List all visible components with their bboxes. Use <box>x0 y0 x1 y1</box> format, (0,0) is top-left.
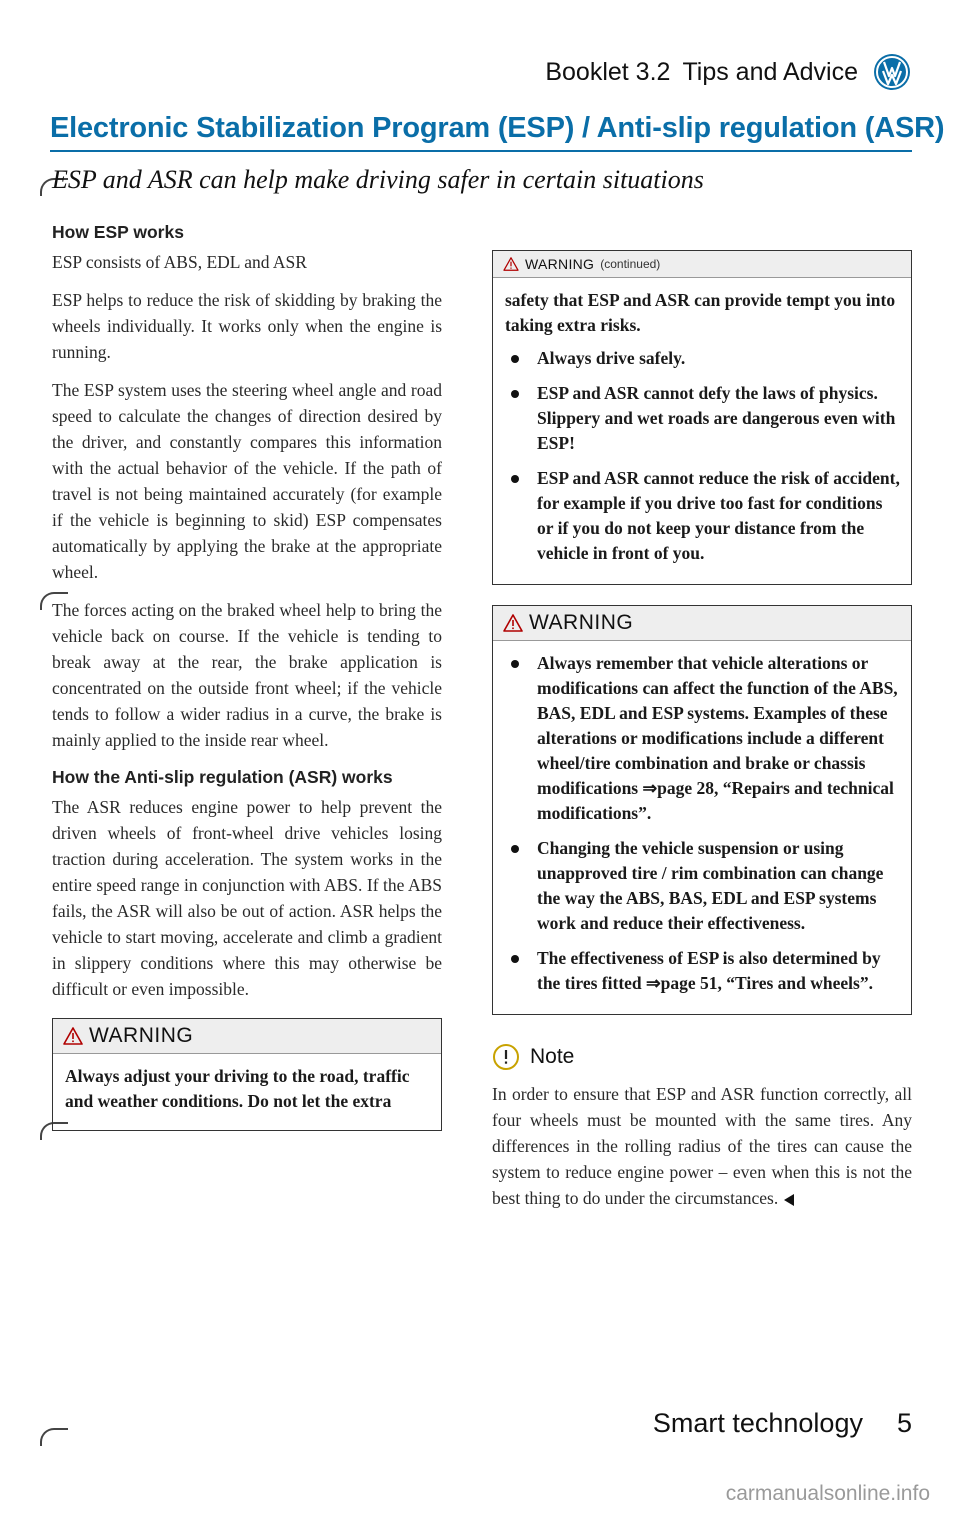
bullet-icon <box>511 475 519 483</box>
warning-list-item <box>505 946 901 996</box>
esp-paragraph-3: The ESP system uses the steering wheel angle and road speed to calculate the changes of direction desired by the driver, and constantly compares this information with the actual behavior of the vehicle. If the path of travel is not being maintained accurately (for example if the vehicle is beginning to skid) ESP compensates automatically by applying the brake at the appropriate wheel. <box>52 380 442 582</box>
warning-box-right <box>492 605 912 1015</box>
esp-section-heading: How ESP works <box>52 222 184 242</box>
warning-header-continued <box>493 251 911 278</box>
crop-mark-icon <box>40 1428 68 1446</box>
chapter-name: Smart technology <box>652 1408 863 1438</box>
warning-header <box>53 1019 441 1054</box>
page-title: Electronic Stabilization Program (ESP) / Anti-slip regulation (ASR) <box>50 112 945 144</box>
right-column <box>492 250 912 1223</box>
bullet-icon <box>511 955 519 963</box>
warning-header <box>493 606 911 641</box>
section-name: Tips and Advice <box>682 57 858 86</box>
bullet-icon <box>511 390 519 398</box>
vw-logo-icon <box>872 52 912 92</box>
booklet-label <box>545 58 858 87</box>
warning-list-item <box>505 836 901 936</box>
warning-triangle-icon <box>503 614 523 632</box>
warning-label: WARNING <box>525 256 595 272</box>
warning-list-item <box>505 381 901 456</box>
warning-body <box>493 641 911 1014</box>
bullet-icon <box>511 355 519 363</box>
warning-box-continued <box>492 250 912 585</box>
warning-list-item <box>505 651 901 826</box>
warning-item-text: ESP and ASR cannot reduce the risk of accident, for example if you drive too fast for conditions or if you do not keep your distance from the vehicle in front of you. <box>537 468 900 563</box>
bullet-icon <box>511 660 519 668</box>
warning-box-left <box>52 1018 442 1131</box>
esp-paragraph-4: The forces acting on the braked wheel help to bring the vehicle back on course. If the vehicle is tending to break away at the rear, the brake application is concentrated on the outside front wheel; if the vehicle tends to follow a wider radius in a curve, the brake is mainly applied to the inside rear wheel. <box>52 600 442 750</box>
note-text <box>492 1081 912 1211</box>
warning-text: Always adjust your driving to the road, traffic and weather conditions. Do not let the extra <box>65 1066 410 1111</box>
note-body-text: In order to ensure that ESP and ASR function correctly, all four wheels must be mounted with the same tires. Any differences in the rolling radius of the tires can cause the system to reduce engine power – even when this is not the best thing to do under the circumstances. <box>492 1084 912 1208</box>
warning-continued-label: (continued) <box>600 257 661 271</box>
warning-item-text: Always remember that vehicle alterations or modifications can affect the function of the ABS, BAS, EDL and ESP systems. Examples of these alterations or modifications include a different wheel/tire combination and brake or chassis modifications ⇒page 28, “Repairs and technical modifications”. <box>537 653 898 823</box>
left-column <box>52 208 442 1131</box>
warning-item-text: Changing the vehicle suspension or using unapproved tire / rim combination can change the way the ABS, BAS, EDL and ESP systems work and reduce their effectiveness. <box>537 838 884 933</box>
note-info-icon <box>492 1043 520 1071</box>
asr-paragraph: The ASR reduces engine power to help prevent the driven wheels of front-wheel drive vehicles losing traction during acceleration. The system works in the entire speed range in conjunction with ABS. If the ABS fails, the ASR will also be out of action. ASR helps the vehicle to start moving, accelerate and climb a gradient in slippery conditions where this may otherwise be difficult or even impossible. <box>52 797 442 999</box>
warning-text: safety that ESP and ASR can provide tempt you into taking extra risks. <box>505 290 896 335</box>
warning-list <box>505 346 901 566</box>
warning-list <box>505 651 901 996</box>
asr-section-heading: How the Anti-slip regulation (ASR) works <box>52 767 393 787</box>
esp-paragraph-2: ESP helps to reduce the risk of skidding by braking the wheels individually. It works only when the engine is running. <box>52 290 442 362</box>
end-of-section-icon <box>784 1194 794 1206</box>
warning-triangle-icon <box>63 1027 83 1045</box>
warning-body <box>53 1054 441 1130</box>
page-footer <box>653 1408 912 1439</box>
warning-label: WARNING <box>529 611 634 634</box>
note-header <box>492 1043 912 1071</box>
warning-list-item <box>505 346 901 371</box>
booklet-number: Booklet 3.2 <box>545 57 671 86</box>
warning-item-text: Always drive safely. <box>537 348 686 368</box>
warning-triangle-icon <box>503 257 519 271</box>
esp-paragraph-1: ESP consists of ABS, EDL and ASR <box>52 252 307 272</box>
warning-item-text: The effectiveness of ESP is also determined by the tires fitted ⇒page 51, “Tires and wheels”. <box>537 948 881 993</box>
watermark: carmanualsonline.info <box>725 1482 930 1505</box>
bullet-icon <box>511 845 519 853</box>
warning-list-item <box>505 466 901 566</box>
page-header <box>545 52 912 92</box>
page-number: 5 <box>896 1408 912 1438</box>
warning-item-text: ESP and ASR cannot defy the laws of physics. Slippery and wet roads are dangerous even with ESP! <box>537 383 896 453</box>
title-divider <box>50 150 912 152</box>
warning-body <box>493 278 911 584</box>
note-label: Note <box>530 1045 575 1068</box>
warning-label: WARNING <box>89 1024 194 1047</box>
page-subtitle: ESP and ASR can help make driving safer in certain situations <box>52 165 704 194</box>
